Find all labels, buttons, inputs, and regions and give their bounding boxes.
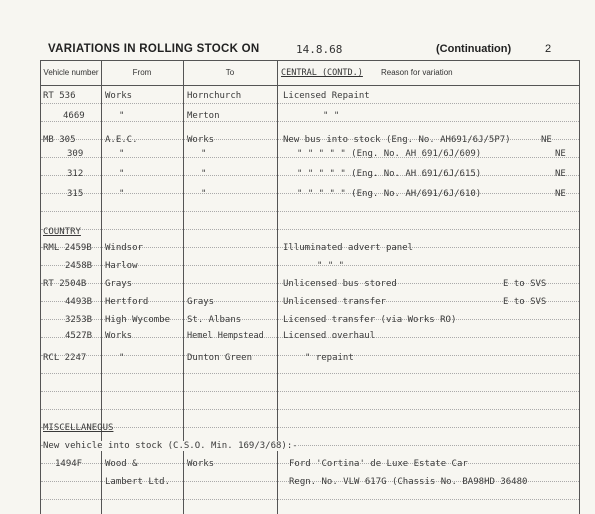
reason-cell: Licensed transfer (via Works RO) bbox=[283, 315, 457, 325]
to-cell: Dunton Green bbox=[187, 353, 253, 363]
code-cell: NE bbox=[541, 135, 552, 145]
vehicle-number: 312 bbox=[67, 169, 84, 179]
code-cell: E to SVS bbox=[503, 297, 547, 307]
from-cell: Wood & bbox=[105, 459, 138, 469]
vehicle-number: 2458B bbox=[65, 261, 93, 271]
reason-cell: Unlicensed bus stored bbox=[283, 279, 397, 289]
vehicle-number-header: Vehicle number bbox=[43, 68, 99, 77]
report-date: 14.8.68 bbox=[296, 43, 343, 56]
page-number: 2 bbox=[545, 43, 552, 55]
reason-cell: Licensed overhaul bbox=[283, 331, 376, 341]
table-row bbox=[41, 473, 579, 491]
from-cell: Harlow bbox=[105, 261, 138, 271]
to-cell: Hemel Hempstead bbox=[187, 331, 264, 341]
table-row bbox=[41, 327, 579, 345]
from-cell: High Wycombe bbox=[105, 315, 171, 325]
from-cell: " bbox=[119, 353, 125, 363]
code-cell: E to SVS bbox=[503, 279, 547, 289]
page-title: VARIATIONS IN ROLLING STOCK ON bbox=[48, 43, 260, 55]
table-row bbox=[41, 185, 579, 203]
code-cell: NE bbox=[555, 169, 566, 179]
continuation-label: (Continuation) bbox=[436, 43, 512, 55]
from-cell: " bbox=[119, 149, 125, 159]
to-header: To bbox=[225, 68, 235, 77]
rolling-stock-table bbox=[40, 60, 580, 514]
table-row bbox=[41, 257, 579, 275]
reason-cell: " " bbox=[323, 111, 340, 121]
reason-cell: Ford 'Cortina' de Luxe Estate Car bbox=[289, 459, 468, 469]
reason-cell: " " " " " (Eng. No. AH 691/6J/609) bbox=[297, 149, 482, 159]
from-cell: Works bbox=[105, 331, 133, 341]
document-header bbox=[38, 40, 578, 60]
reason-cell: New bus into stock (Eng. No. AH691/6J/5P7) bbox=[283, 135, 511, 145]
from-cell: Grays bbox=[105, 279, 133, 289]
from-cell: Works bbox=[105, 91, 133, 101]
misc-note: New vehicle into stock (C.S.O. Min. 169/3/68):- bbox=[43, 441, 298, 451]
table-row bbox=[41, 145, 579, 163]
to-cell: Works bbox=[187, 135, 215, 145]
vehicle-number: 4527B bbox=[65, 331, 93, 341]
vehicle-number: RT 2504B bbox=[43, 279, 87, 289]
table-row bbox=[41, 87, 579, 105]
reason-cell: " repaint bbox=[305, 353, 354, 363]
to-cell: Grays bbox=[187, 297, 215, 307]
vehicle-number: 4493B bbox=[65, 297, 93, 307]
table-row bbox=[41, 349, 579, 367]
central-section-header: CENTRAL (CONTD.) bbox=[281, 68, 363, 78]
to-cell: Merton bbox=[187, 111, 220, 121]
vehicle-number: RML 2459B bbox=[43, 243, 92, 253]
reason-cell: " " " " " (Eng. No. AH/691/6J/610) bbox=[297, 189, 482, 199]
table-row bbox=[41, 239, 579, 257]
miscellaneous-section-heading: MISCELLANEOUS bbox=[43, 423, 114, 433]
reason-header: Reason for variation bbox=[381, 68, 453, 77]
table-row bbox=[41, 293, 579, 311]
reason-cell: " " " bbox=[317, 261, 345, 271]
reason-cell: Unlicensed transfer bbox=[283, 297, 386, 307]
vehicle-number: RCL 2247 bbox=[43, 353, 87, 363]
from-cell: Hertford bbox=[105, 297, 149, 307]
vehicle-number: RT 536 bbox=[43, 91, 76, 101]
code-cell: NE bbox=[555, 189, 566, 199]
to-cell: Works bbox=[187, 459, 215, 469]
from-cell: " bbox=[119, 189, 125, 199]
vehicle-number: 4669 bbox=[63, 111, 85, 121]
to-cell: St. Albans bbox=[187, 315, 242, 325]
vehicle-number: 309 bbox=[67, 149, 84, 159]
vehicle-number: 1494F bbox=[55, 459, 83, 469]
column-header-row bbox=[41, 61, 579, 86]
vehicle-number: MB 305 bbox=[43, 135, 76, 145]
vehicle-number: 315 bbox=[67, 189, 84, 199]
to-cell: " bbox=[201, 149, 207, 159]
reason-cell: Licensed Repaint bbox=[283, 91, 370, 101]
reason-cell: Illuminated advert panel bbox=[283, 243, 414, 253]
from-cell: Lambert Ltd. bbox=[105, 477, 171, 487]
reason-cell: Regn. No. VLW 617G (Chassis No. BA98HD 36480 bbox=[289, 477, 528, 487]
from-cell: Windsor bbox=[105, 243, 143, 253]
to-cell: " bbox=[201, 169, 207, 179]
to-cell: " bbox=[201, 189, 207, 199]
vehicle-number: 3253B bbox=[65, 315, 93, 325]
from-cell: " bbox=[119, 169, 125, 179]
reason-cell: " " " " " (Eng. No. AH 691/6J/615) bbox=[297, 169, 482, 179]
from-header: From bbox=[132, 68, 152, 77]
code-cell: NE bbox=[555, 149, 566, 159]
section-heading-row bbox=[41, 419, 579, 437]
country-section-heading: COUNTRY bbox=[43, 227, 81, 237]
table-row bbox=[41, 455, 579, 473]
from-cell: A.E.C. bbox=[105, 135, 138, 145]
table-row bbox=[41, 107, 579, 125]
from-cell: " bbox=[119, 111, 125, 121]
table-row bbox=[41, 275, 579, 293]
to-cell: Hornchurch bbox=[187, 91, 242, 101]
table-row bbox=[41, 165, 579, 183]
table-row bbox=[41, 437, 579, 455]
